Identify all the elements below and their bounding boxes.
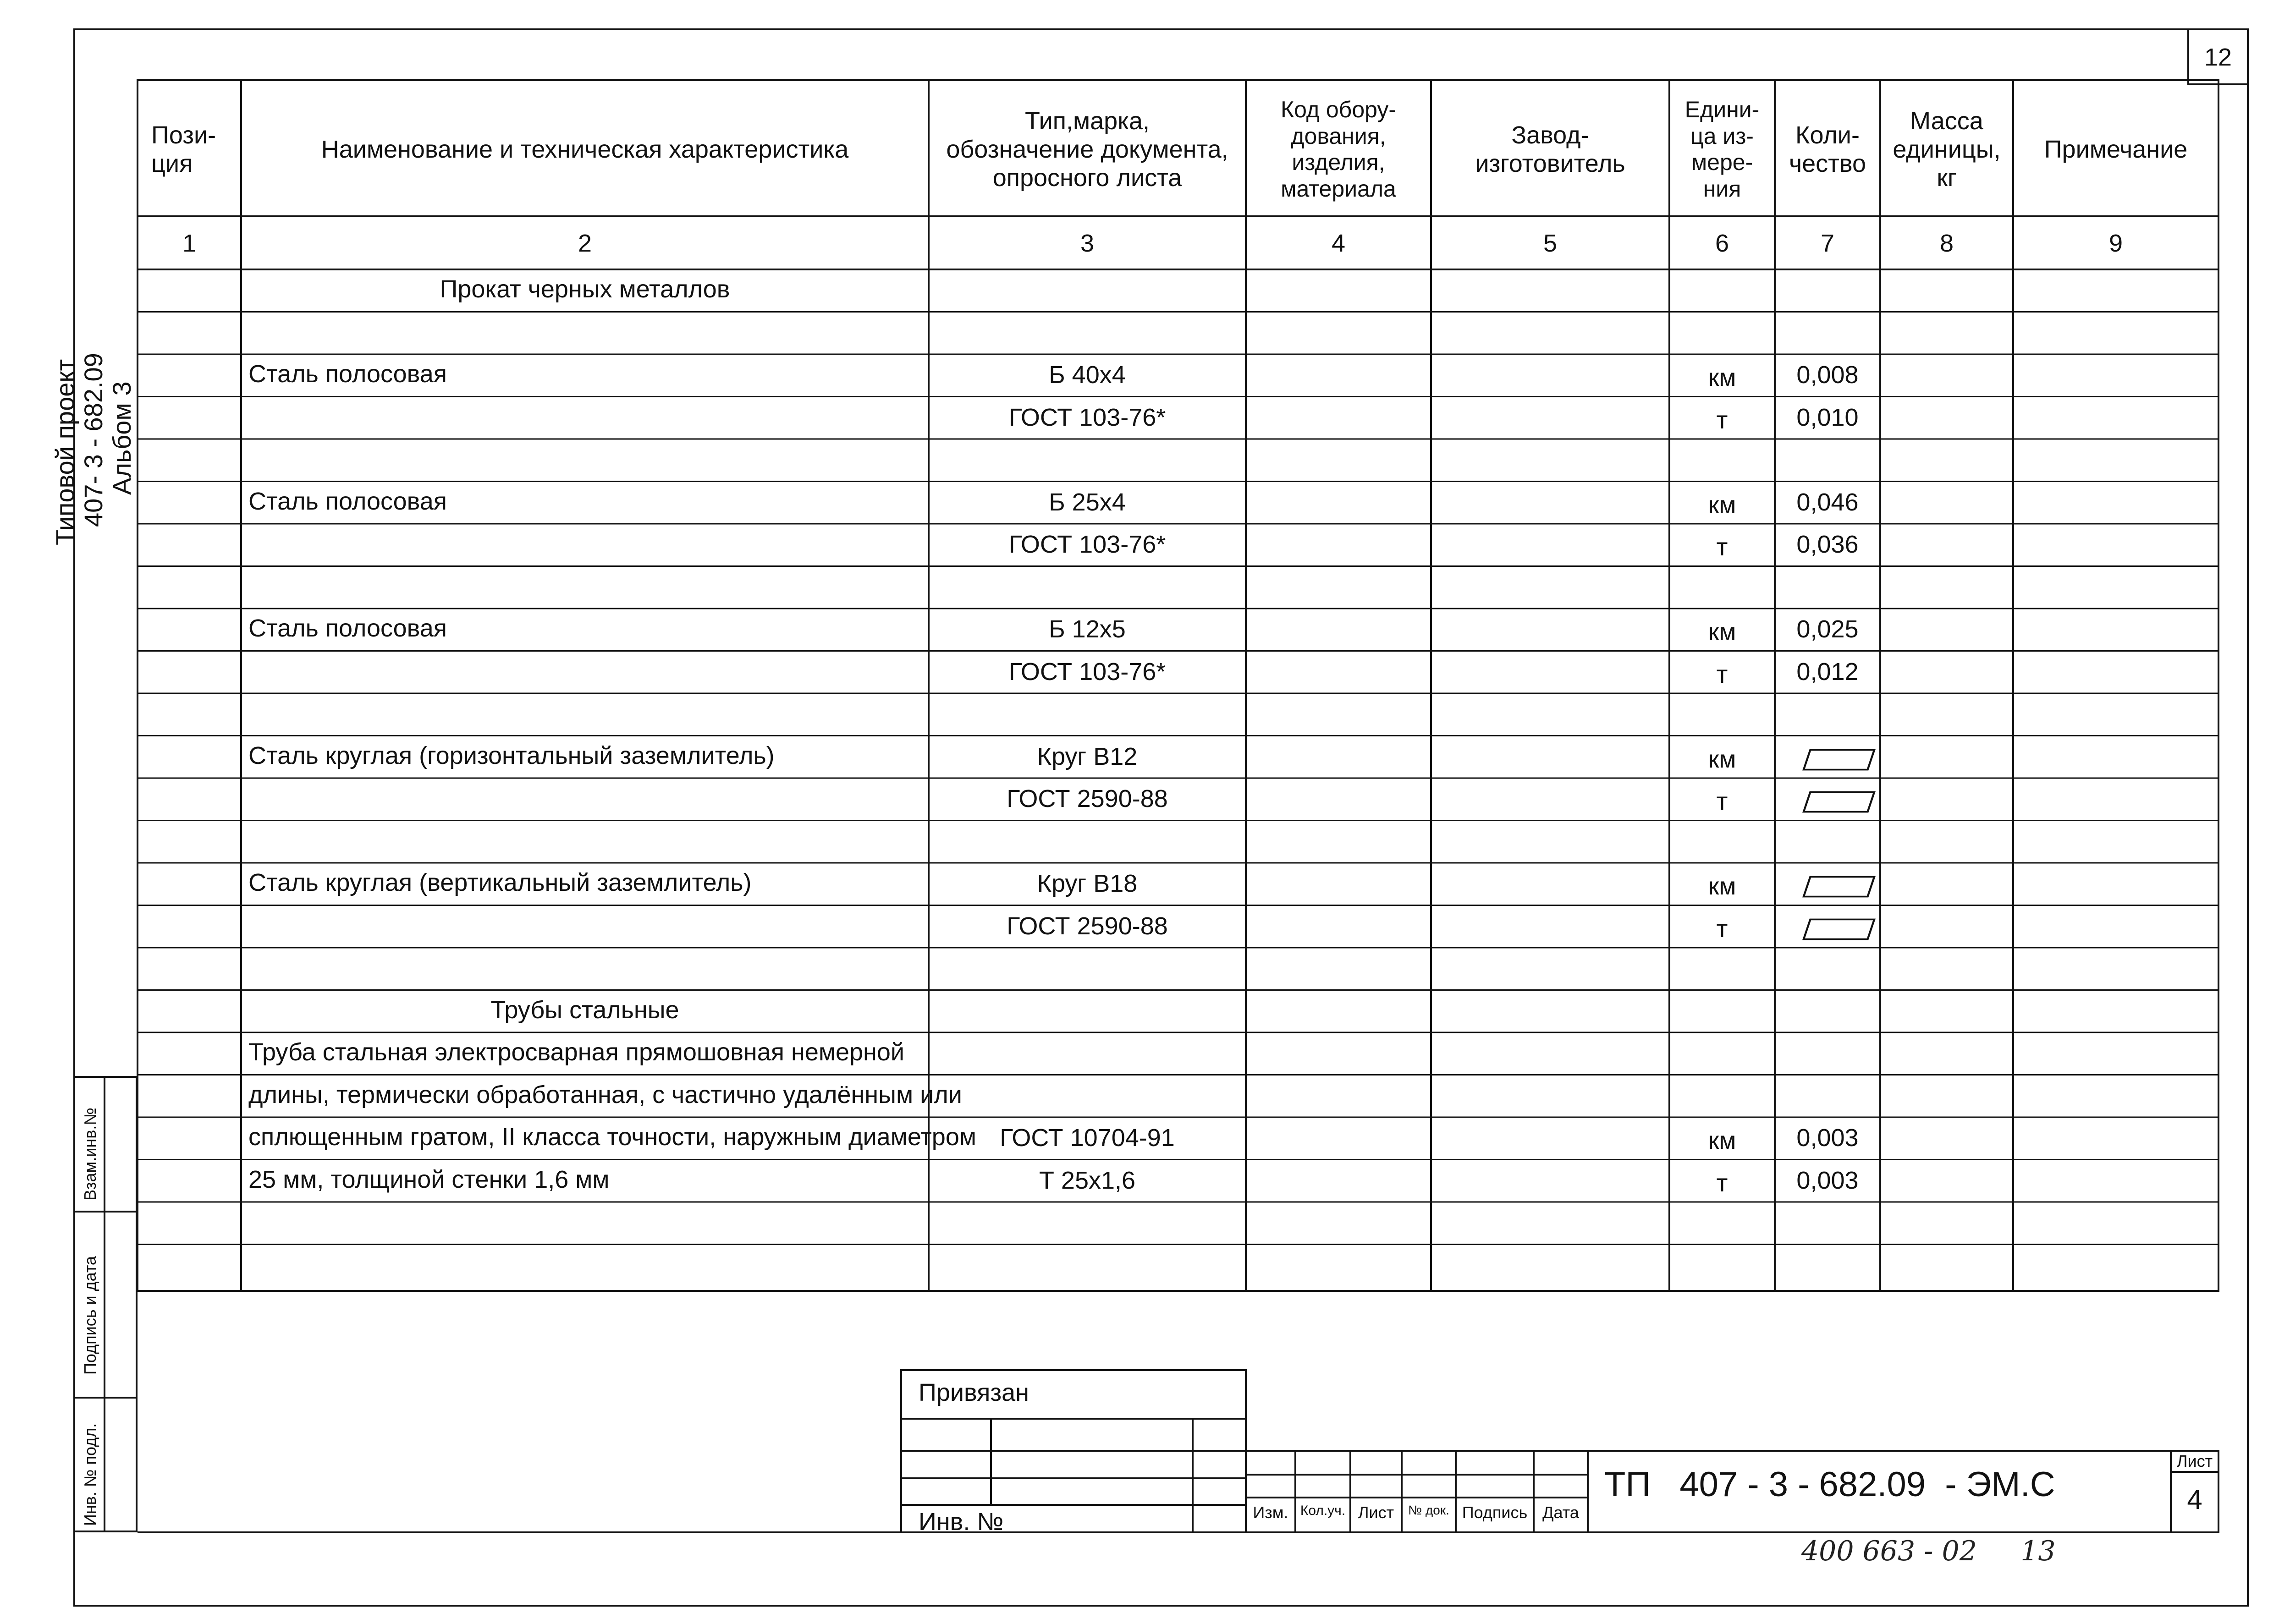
column-number-8: 8 — [1939, 230, 1954, 257]
row-unit: т — [1716, 1169, 1728, 1197]
row-unit: км — [1708, 1127, 1736, 1154]
stamp-col-podpis: Подпись — [1462, 1503, 1528, 1522]
handwritten-note: 400 663 - 02 13 — [1801, 1535, 2056, 1567]
header-cell-1: Пози- ция — [151, 121, 216, 177]
row-name: Трубы стальные — [490, 996, 679, 1024]
project-label-3: Альбом 3 — [107, 381, 136, 495]
column-number-1: 1 — [182, 230, 197, 257]
row-unit: км — [1708, 364, 1736, 391]
row-type: ГОСТ 103-76* — [1008, 531, 1166, 558]
header-cell-3: Тип,марка, обозначение документа, опросного листа — [946, 107, 1228, 192]
column-number-2: 2 — [578, 230, 592, 257]
header-cell-4: Код обору- дования, изделия, материала — [1280, 97, 1397, 202]
row-type: ГОСТ 2590-88 — [1007, 912, 1168, 940]
row-quantity: 0,036 — [1796, 531, 1859, 558]
stamp-col-izm: Изм. — [1253, 1503, 1288, 1522]
row-name: Сталь полосовая — [248, 487, 447, 515]
privyazan-label: Привязан — [919, 1379, 1029, 1406]
row-unit: т — [1716, 660, 1728, 688]
column-number-7: 7 — [1820, 230, 1835, 257]
header-cell-5: Завод- изготовитель — [1475, 121, 1625, 177]
stamp-col-kol: Кол.уч. — [1300, 1503, 1346, 1518]
row-type: Б 40х4 — [1049, 361, 1126, 389]
row-quantity: 0,008 — [1796, 361, 1859, 389]
row-unit: т — [1716, 406, 1728, 434]
header-cell-2: Наименование и техническая характеристика — [321, 135, 849, 163]
row-type: Б 12х5 — [1049, 615, 1126, 643]
row-type: ГОСТ 10704-91 — [1000, 1124, 1175, 1152]
row-name: Сталь круглая (вертикальный заземлитель) — [248, 869, 752, 896]
row-quantity: 0,025 — [1796, 615, 1859, 643]
project-label-2: 407- 3 - 682.09 — [79, 353, 108, 527]
row-name: Сталь полосовая — [248, 360, 447, 388]
row-quantity: 0,010 — [1796, 403, 1859, 431]
sheet-number-top: 12 — [2204, 44, 2232, 71]
row-type: ГОСТ 103-76* — [1008, 403, 1166, 431]
row-name: сплющенным гратом, II класса точности, наружным диаметром — [248, 1123, 976, 1151]
row-quantity: 0,012 — [1796, 658, 1859, 686]
row-type: Б 25х4 — [1049, 488, 1126, 516]
header-cell-6: Едини- ца из- мере- ния — [1684, 97, 1760, 202]
header-cell-9: Примечание — [2044, 135, 2188, 163]
stamp-col-list: Лист — [1358, 1503, 1394, 1522]
row-type: ГОСТ 103-76* — [1008, 658, 1166, 686]
column-number-4: 4 — [1331, 230, 1346, 257]
row-type: Круг В18 — [1037, 870, 1138, 897]
row-name: Труба стальная электросварная прямошовная немерной — [248, 1038, 905, 1066]
column-number-3: 3 — [1080, 230, 1095, 257]
podpis-label: Подпись и дата — [81, 1256, 99, 1375]
row-name: 25 мм, толщиной стенки 1,6 мм — [248, 1165, 610, 1193]
row-name: Сталь круглая (горизонтальный заземлитель) — [248, 741, 775, 769]
project-label-1: Типовой проект — [50, 359, 79, 545]
row-quantity: 0,046 — [1796, 488, 1859, 516]
document-designation: ТП 407 - 3 - 682.09 - ЭМ.С — [1604, 1465, 2055, 1504]
row-unit: км — [1708, 745, 1736, 773]
stamp-col-ndoc: № док. — [1408, 1503, 1449, 1517]
row-unit: т — [1716, 533, 1728, 561]
row-type: Т 25х1,6 — [1039, 1166, 1136, 1194]
row-quantity: 0,003 — [1796, 1124, 1859, 1152]
row-name: длины, термически обработанная, с частично удалённым или — [248, 1081, 962, 1108]
inv-podl-label: Инв. № подл. — [81, 1423, 99, 1526]
sheet-value: 4 — [2187, 1484, 2202, 1515]
row-type: ГОСТ 2590-88 — [1007, 785, 1168, 812]
vzam-label: Взам.инв.№ — [81, 1107, 99, 1201]
row-quantity: 0,003 — [1796, 1166, 1859, 1194]
stamp-col-data: Дата — [1542, 1503, 1579, 1522]
sheet-label: Лист — [2176, 1452, 2213, 1470]
column-number-5: 5 — [1543, 230, 1558, 257]
row-unit: км — [1708, 872, 1736, 900]
header-cell-8: Масса единицы, кг — [1893, 107, 2001, 192]
row-unit: км — [1708, 491, 1736, 519]
row-name: Сталь полосовая — [248, 614, 447, 642]
row-unit: т — [1716, 915, 1728, 943]
row-unit: км — [1708, 618, 1736, 646]
row-name: Прокат черных металлов — [440, 275, 730, 303]
column-number-9: 9 — [2108, 230, 2123, 257]
column-number-6: 6 — [1715, 230, 1729, 257]
row-type: Круг В12 — [1037, 742, 1138, 770]
row-unit: т — [1716, 788, 1728, 815]
header-cell-7: Коли- чество — [1789, 121, 1866, 177]
inv-no-label: Инв. № — [919, 1508, 1004, 1536]
